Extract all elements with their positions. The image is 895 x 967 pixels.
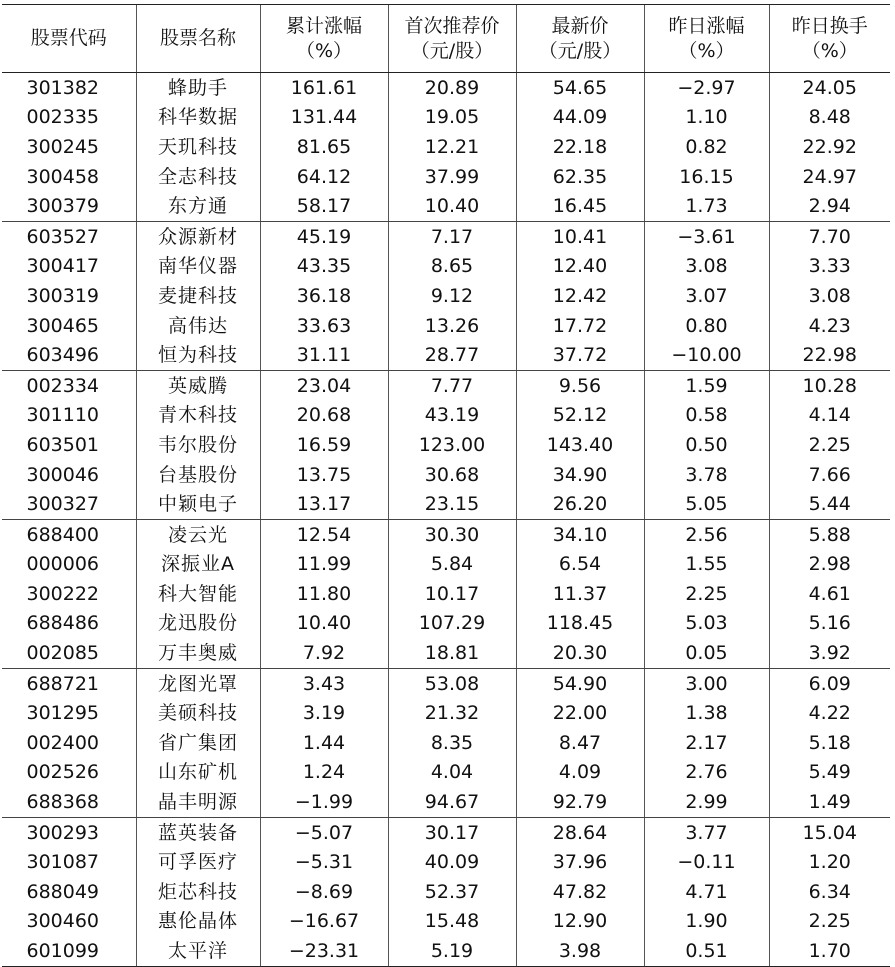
cell-yesterday-change: −0.11 xyxy=(644,847,769,877)
cell-code: 603527 xyxy=(26,225,100,248)
header-label: 首次推荐价 xyxy=(404,14,500,37)
cell-cumulative-gain: 13.75 xyxy=(260,460,388,490)
cell-cumulative-gain: 1.44 xyxy=(260,728,388,758)
cell-yesterday-change: 2.56 xyxy=(644,519,769,549)
cell-name: 青木科技 xyxy=(136,401,260,431)
cell-cumulative-gain: 81.65 xyxy=(260,132,388,162)
cell-yesterday-change: 2.99 xyxy=(644,787,769,817)
cell-cumulative-gain: −8.69 xyxy=(260,877,388,907)
cell-first-price: 94.67 xyxy=(388,787,516,817)
cell-code: 688368 xyxy=(2,787,136,817)
cell-yesterday-turnover: 2.94 xyxy=(769,191,890,221)
cell-yesterday-turnover: 6.09 xyxy=(769,668,890,698)
cell-cumulative-gain: 3.43 xyxy=(260,668,388,698)
cell-first-price: 10.17 xyxy=(388,579,516,609)
cell-latest-price: 62.35 xyxy=(516,162,644,192)
cell-code: 688049 xyxy=(26,880,100,903)
cell-yesterday-turnover: 3.33 xyxy=(769,252,890,282)
cell-yesterday-change: 2.17 xyxy=(644,728,769,758)
cell-name: 美硕科技 xyxy=(136,698,260,728)
cell-yesterday-change: 1.10 xyxy=(644,103,769,133)
cell-yesterday-turnover: 10.28 xyxy=(769,370,890,400)
cell-cumulative-gain: −5.31 xyxy=(260,847,388,877)
cell-latest-price: 22.00 xyxy=(516,698,644,728)
cell-name: 英威腾 xyxy=(136,370,260,400)
table-row xyxy=(2,817,890,847)
header-stock-name xyxy=(136,5,260,73)
cell-code: 300458 xyxy=(26,165,100,188)
cell-cumulative-gain: 11.80 xyxy=(260,579,388,609)
cell-cumulative-gain: −23.31 xyxy=(260,936,388,966)
header-stock-code xyxy=(2,5,136,73)
cell-first-price: 40.09 xyxy=(388,847,516,877)
header-latest-price xyxy=(516,5,644,73)
cell-yesterday-change: 0.50 xyxy=(644,430,769,460)
cell-code: 300327 xyxy=(2,489,136,519)
cell-latest-price: 54.65 xyxy=(516,73,644,103)
cell-yesterday-turnover: 2.98 xyxy=(769,550,890,580)
cell-yesterday-change: 2.25 xyxy=(644,579,769,609)
header-unit: （元/股） xyxy=(410,39,494,62)
cell-code: 301382 xyxy=(26,76,100,99)
cell-latest-price: 37.96 xyxy=(516,847,644,877)
cell-latest-price: 28.64 xyxy=(516,817,644,847)
table-row xyxy=(2,758,890,788)
table-row xyxy=(2,162,890,192)
header-first-recommend-price xyxy=(388,5,516,73)
cell-cumulative-gain: −16.67 xyxy=(260,907,388,937)
cell-first-price: 10.40 xyxy=(388,191,516,221)
cell-yesterday-change: 1.59 xyxy=(644,370,769,400)
cell-first-price: 30.68 xyxy=(388,460,516,490)
cell-latest-price: 143.40 xyxy=(516,430,644,460)
cell-yesterday-change: −10.00 xyxy=(644,340,769,370)
cell-latest-price: 12.40 xyxy=(516,252,644,282)
cell-cumulative-gain: 131.44 xyxy=(260,103,388,133)
cell-name: 韦尔股份 xyxy=(136,430,260,460)
cell-name: 众源新材 xyxy=(136,221,260,251)
cell-name: 麦捷科技 xyxy=(136,281,260,311)
cell-yesterday-change: 0.58 xyxy=(644,401,769,431)
cell-yesterday-turnover: 4.61 xyxy=(769,579,890,609)
header-unit: （%） xyxy=(295,39,353,62)
cell-cumulative-gain: 161.61 xyxy=(260,73,388,103)
cell-cumulative-gain: 64.12 xyxy=(260,162,388,192)
table-row xyxy=(2,936,890,966)
table-row xyxy=(2,698,890,728)
cell-name: 全志科技 xyxy=(136,162,260,192)
cell-latest-price: 11.37 xyxy=(516,579,644,609)
table-row xyxy=(2,787,890,817)
cell-name: 可孚医疗 xyxy=(136,847,260,877)
cell-code: 000006 xyxy=(26,553,100,576)
table-row xyxy=(2,877,890,907)
header-label: 最新价 xyxy=(551,14,609,37)
cell-yesterday-change: 5.05 xyxy=(644,489,769,519)
cell-latest-price: 52.12 xyxy=(516,401,644,431)
table-row xyxy=(2,489,890,519)
stock-table xyxy=(2,4,890,967)
cell-latest-price: 47.82 xyxy=(516,877,644,907)
header-label: 累计涨幅 xyxy=(285,14,362,37)
cell-cumulative-gain: 45.19 xyxy=(260,221,388,251)
cell-cumulative-gain: 43.35 xyxy=(260,252,388,282)
cell-latest-price: 34.10 xyxy=(516,519,644,549)
table-row xyxy=(2,579,890,609)
cell-name: 凌云光 xyxy=(136,519,260,549)
cell-cumulative-gain: 33.63 xyxy=(260,311,388,341)
cell-yesterday-turnover: 7.70 xyxy=(769,221,890,251)
cell-first-price: 15.48 xyxy=(388,907,516,937)
cell-name: 蓝英装备 xyxy=(136,817,260,847)
header-unit: （%） xyxy=(678,39,735,62)
cell-cumulative-gain: 23.04 xyxy=(260,370,388,400)
cell-code: 300245 xyxy=(26,135,100,158)
cell-first-price: 30.30 xyxy=(388,519,516,549)
cell-yesterday-turnover: 5.49 xyxy=(769,758,890,788)
header-yesterday-change xyxy=(644,5,769,73)
cell-cumulative-gain: 10.40 xyxy=(260,609,388,639)
cell-latest-price: 12.42 xyxy=(516,281,644,311)
cell-latest-price: 17.72 xyxy=(516,311,644,341)
table-row xyxy=(2,281,890,311)
cell-cumulative-gain: 12.54 xyxy=(260,519,388,549)
cell-yesterday-turnover: 15.04 xyxy=(769,817,890,847)
table-row xyxy=(2,401,890,431)
cell-code: 688400 xyxy=(26,523,100,546)
cell-yesterday-change: 3.08 xyxy=(644,252,769,282)
table-row xyxy=(2,550,890,580)
cell-code: 301087 xyxy=(26,851,100,874)
cell-cumulative-gain: 11.99 xyxy=(260,550,388,580)
cell-name: 惠伦晶体 xyxy=(136,907,260,937)
table-row xyxy=(2,728,890,758)
cell-name: 科华数据 xyxy=(136,103,260,133)
cell-first-price: 123.00 xyxy=(388,430,516,460)
cell-first-price: 18.81 xyxy=(388,638,516,668)
cell-code: 300417 xyxy=(26,255,100,278)
cell-yesterday-turnover: 1.49 xyxy=(769,787,890,817)
cell-name: 台基股份 xyxy=(136,460,260,490)
cell-yesterday-change: 1.73 xyxy=(644,191,769,221)
cell-first-price: 12.21 xyxy=(388,132,516,162)
cell-yesterday-change: 3.00 xyxy=(644,668,769,698)
cell-name: 天玑科技 xyxy=(136,132,260,162)
cell-latest-price: 92.79 xyxy=(516,787,644,817)
cell-code: 002335 xyxy=(26,106,100,129)
table-row xyxy=(2,340,890,370)
cell-code: 301110 xyxy=(26,404,100,427)
cell-code: 002334 xyxy=(26,374,100,397)
cell-yesterday-turnover: 1.70 xyxy=(769,936,890,966)
cell-code: 300293 xyxy=(26,821,100,844)
cell-yesterday-turnover: 2.25 xyxy=(769,430,890,460)
cell-first-price: 5.84 xyxy=(388,550,516,580)
cell-yesterday-turnover: 4.23 xyxy=(769,311,890,341)
cell-yesterday-turnover: 24.97 xyxy=(769,162,890,192)
cell-name: 东方通 xyxy=(136,191,260,221)
cell-code: 300319 xyxy=(26,284,100,307)
cell-yesterday-change: −2.97 xyxy=(644,73,769,103)
table-row xyxy=(2,638,890,668)
table-row xyxy=(2,907,890,937)
header-label: 昨日换手 xyxy=(791,14,868,37)
table-row xyxy=(2,132,890,162)
cell-yesterday-turnover: 8.48 xyxy=(769,103,890,133)
cell-code: 300222 xyxy=(26,582,100,605)
cell-first-price: 8.65 xyxy=(388,252,516,282)
cell-latest-price: 12.90 xyxy=(516,907,644,937)
cell-code: 603501 xyxy=(26,433,100,456)
header-label: 股票名称 xyxy=(159,27,236,49)
cell-yesterday-change: 0.82 xyxy=(644,132,769,162)
cell-first-price: 7.77 xyxy=(388,370,516,400)
cell-cumulative-gain: 1.24 xyxy=(260,758,388,788)
table-row xyxy=(2,668,890,698)
cell-yesterday-change: 3.78 xyxy=(644,460,769,490)
cell-latest-price: 16.45 xyxy=(516,191,644,221)
cell-latest-price: 9.56 xyxy=(516,370,644,400)
cell-first-price: 53.08 xyxy=(388,668,516,698)
table-body xyxy=(2,73,890,967)
header-cumulative-gain xyxy=(260,5,388,73)
cell-code: 300460 xyxy=(26,910,100,933)
cell-first-price: 9.12 xyxy=(388,281,516,311)
cell-first-price: 52.37 xyxy=(388,877,516,907)
cell-latest-price: 6.54 xyxy=(516,550,644,580)
cell-name: 晶丰明源 xyxy=(136,787,260,817)
cell-yesterday-change: 0.80 xyxy=(644,311,769,341)
cell-latest-price: 22.18 xyxy=(516,132,644,162)
cell-first-price: 8.35 xyxy=(388,728,516,758)
cell-latest-price: 4.09 xyxy=(516,758,644,788)
cell-yesterday-turnover: 7.66 xyxy=(769,460,890,490)
cell-latest-price: 118.45 xyxy=(516,609,644,639)
cell-code: 300046 xyxy=(26,463,100,486)
cell-name: 恒为科技 xyxy=(136,340,260,370)
cell-latest-price: 54.90 xyxy=(516,668,644,698)
cell-yesterday-change: 0.05 xyxy=(644,638,769,668)
cell-code: 002400 xyxy=(26,731,100,754)
table-row xyxy=(2,103,890,133)
header-unit: （%） xyxy=(801,39,858,62)
cell-cumulative-gain: 16.59 xyxy=(260,430,388,460)
header-unit: （元/股） xyxy=(538,39,622,62)
cell-yesterday-change: −3.61 xyxy=(644,221,769,251)
table-header xyxy=(2,5,890,73)
cell-yesterday-change: 16.15 xyxy=(644,162,769,192)
cell-first-price: 107.29 xyxy=(388,609,516,639)
table-row xyxy=(2,609,890,639)
cell-yesterday-change: 3.77 xyxy=(644,817,769,847)
cell-cumulative-gain: −1.99 xyxy=(260,787,388,817)
cell-name: 龙图光罩 xyxy=(136,668,260,698)
cell-first-price: 28.77 xyxy=(388,340,516,370)
cell-code: 688721 xyxy=(26,672,100,695)
cell-name: 山东矿机 xyxy=(136,758,260,788)
cell-cumulative-gain: 7.92 xyxy=(260,638,388,668)
cell-code: 002085 xyxy=(2,638,136,668)
cell-yesterday-turnover: 4.22 xyxy=(769,698,890,728)
table-row xyxy=(2,847,890,877)
cell-yesterday-change: 0.51 xyxy=(644,936,769,966)
cell-yesterday-turnover: 5.18 xyxy=(769,728,890,758)
cell-latest-price: 26.20 xyxy=(516,489,644,519)
cell-yesterday-change: 4.71 xyxy=(644,877,769,907)
cell-yesterday-turnover: 1.20 xyxy=(769,847,890,877)
cell-cumulative-gain: 58.17 xyxy=(260,191,388,221)
cell-code: 300379 xyxy=(2,191,136,221)
cell-code: 002526 xyxy=(26,761,100,784)
cell-first-price: 20.89 xyxy=(388,73,516,103)
header-label: 昨日涨幅 xyxy=(668,14,745,37)
cell-yesterday-turnover: 5.16 xyxy=(769,609,890,639)
cell-first-price: 4.04 xyxy=(388,758,516,788)
cell-name: 中颖电子 xyxy=(136,489,260,519)
cell-first-price: 37.99 xyxy=(388,162,516,192)
cell-name: 省广集团 xyxy=(136,728,260,758)
cell-name: 高伟达 xyxy=(136,311,260,341)
cell-latest-price: 10.41 xyxy=(516,221,644,251)
cell-code: 300465 xyxy=(26,314,100,337)
cell-yesterday-change: 3.07 xyxy=(644,281,769,311)
cell-name: 炬芯科技 xyxy=(136,877,260,907)
cell-first-price: 43.19 xyxy=(388,401,516,431)
cell-first-price: 7.17 xyxy=(388,221,516,251)
table-row xyxy=(2,73,890,103)
cell-name: 太平洋 xyxy=(136,936,260,966)
table-row xyxy=(2,252,890,282)
cell-yesterday-turnover: 2.25 xyxy=(769,907,890,937)
cell-latest-price: 37.72 xyxy=(516,340,644,370)
table-row xyxy=(2,460,890,490)
cell-first-price: 21.32 xyxy=(388,698,516,728)
cell-yesterday-turnover: 22.92 xyxy=(769,132,890,162)
cell-yesterday-change: 5.03 xyxy=(644,609,769,639)
cell-cumulative-gain: 3.19 xyxy=(260,698,388,728)
cell-latest-price: 3.98 xyxy=(516,936,644,966)
table-row xyxy=(2,519,890,549)
cell-name: 深振业A xyxy=(136,550,260,580)
table-row xyxy=(2,221,890,251)
cell-latest-price: 34.90 xyxy=(516,460,644,490)
cell-latest-price: 8.47 xyxy=(516,728,644,758)
cell-code: 603496 xyxy=(2,340,136,370)
header-label: 股票代码 xyxy=(30,27,107,49)
table-row xyxy=(2,430,890,460)
cell-code: 301295 xyxy=(26,702,100,725)
cell-cumulative-gain: 13.17 xyxy=(260,489,388,519)
cell-name: 科大智能 xyxy=(136,579,260,609)
cell-name: 南华仪器 xyxy=(136,252,260,282)
cell-first-price: 5.19 xyxy=(388,936,516,966)
cell-yesterday-turnover: 3.92 xyxy=(769,638,890,668)
cell-yesterday-change: 1.90 xyxy=(644,907,769,937)
table-row xyxy=(2,191,890,221)
cell-name: 蜂助手 xyxy=(136,73,260,103)
cell-code: 688486 xyxy=(26,612,100,635)
cell-name: 万丰奥威 xyxy=(136,638,260,668)
cell-first-price: 19.05 xyxy=(388,103,516,133)
cell-cumulative-gain: 20.68 xyxy=(260,401,388,431)
cell-yesterday-turnover: 6.34 xyxy=(769,877,890,907)
cell-yesterday-turnover: 4.14 xyxy=(769,401,890,431)
cell-yesterday-turnover: 5.44 xyxy=(769,489,890,519)
cell-yesterday-turnover: 5.88 xyxy=(769,519,890,549)
cell-yesterday-change: 1.38 xyxy=(644,698,769,728)
cell-latest-price: 44.09 xyxy=(516,103,644,133)
table-row xyxy=(2,370,890,400)
cell-first-price: 23.15 xyxy=(388,489,516,519)
cell-code: 601099 xyxy=(2,936,136,966)
cell-name: 龙迅股份 xyxy=(136,609,260,639)
cell-first-price: 13.26 xyxy=(388,311,516,341)
cell-cumulative-gain: −5.07 xyxy=(260,817,388,847)
cell-yesterday-turnover: 24.05 xyxy=(769,73,890,103)
cell-cumulative-gain: 36.18 xyxy=(260,281,388,311)
cell-yesterday-turnover: 22.98 xyxy=(769,340,890,370)
cell-yesterday-change: 1.55 xyxy=(644,550,769,580)
cell-cumulative-gain: 31.11 xyxy=(260,340,388,370)
cell-yesterday-change: 2.76 xyxy=(644,758,769,788)
table-row xyxy=(2,311,890,341)
cell-first-price: 30.17 xyxy=(388,817,516,847)
cell-latest-price: 20.30 xyxy=(516,638,644,668)
header-yesterday-turnover xyxy=(769,5,890,73)
cell-yesterday-turnover: 3.08 xyxy=(769,281,890,311)
